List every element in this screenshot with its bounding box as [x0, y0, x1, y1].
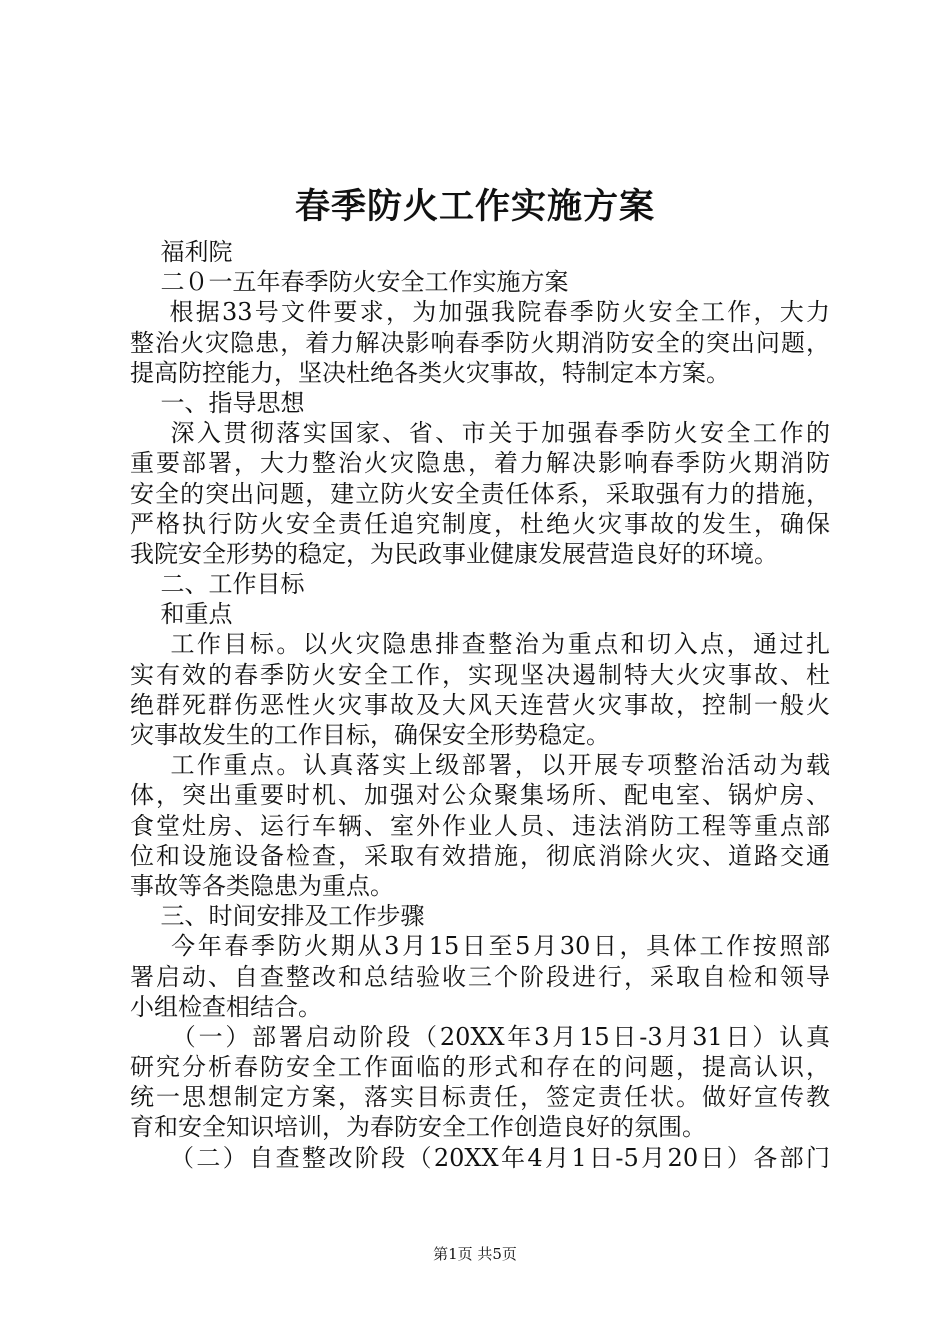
body-line: 严格执行防火安全责任追究制度，杜绝火灾事故的发生，确保 — [130, 509, 830, 538]
body-line: 统一思想制定方案，落实目标责任，签定责任状。做好宣传教 — [130, 1083, 830, 1112]
body-line: 工作目标。以火灾隐患排查整治为重点和切入点，通过扎 — [130, 630, 830, 659]
body-line: 整治火灾隐患，着力解决影响春季防火期消防安全的突出问题， — [130, 328, 830, 357]
body-line: 实有效的春季防火安全工作，实现坚决遏制特大火灾事故、杜 — [130, 660, 830, 689]
body-line: 和重点 — [130, 600, 233, 629]
body-line: 位和设施设备检查，采取有效措施，彻底消除火灾、道路交通 — [130, 841, 830, 870]
body-line: 我院安全形势的稳定，为民政事业健康发展营造良好的环境。 — [130, 539, 778, 568]
body-line: 绝群死群伤恶性火灾事故及大风天连营火灾事故，控制一般火 — [130, 690, 830, 719]
body-line: 事故等各类隐患为重点。 — [130, 871, 394, 900]
body-line: 二、工作目标 — [130, 570, 305, 599]
body-line: 三、时间安排及工作步骤 — [130, 902, 425, 931]
page-footer: 第1页 共5页 — [433, 1245, 517, 1263]
body-line: 灾事故发生的工作目标，确保安全形势稳定。 — [130, 721, 610, 749]
body-line: 深入贯彻落实国家、省、市关于加强春季防火安全工作的 — [130, 419, 830, 448]
body-line: （二）自查整改阶段（20XX年4月1日-5月20日）各部门 — [130, 1143, 830, 1172]
document-title: 春季防火工作实施方案 — [294, 186, 655, 227]
body-line: （一）部署启动阶段（20XX年3月15日-3月31日）认真 — [130, 1022, 830, 1051]
body-line: 一、指导思想 — [130, 388, 305, 417]
body-line: 小组检查相结合。 — [130, 992, 322, 1021]
body-line: 二０一五年春季防火安全工作实施方案 — [130, 268, 569, 297]
body-line: 研究分析春防安全工作面临的形式和存在的问题，提高认识， — [130, 1053, 830, 1082]
body-line: 体，突出重要时机、加强对公众聚集场所、配电室、锅炉房、 — [130, 781, 830, 810]
body-line: 安全的突出问题，建立防火安全责任体系，采取强有力的措施， — [130, 479, 830, 508]
body-line: 提高防控能力，坚决杜绝各类火灾事故，特制定本方案。 — [130, 358, 730, 387]
body-line: 根据33号文件要求，为加强我院春季防火安全工作，大力 — [130, 298, 830, 327]
body-line: 今年春季防火期从3月15日至5月30日，具体工作按照部 — [130, 932, 830, 961]
body-line: 重要部署，大力整治火灾隐患，着力解决影响春季防火期消防 — [130, 449, 830, 478]
body-line: 署启动、自查整改和总结验收三个阶段进行，采取自检和领导 — [130, 962, 830, 991]
document-body — [130, 237, 830, 1173]
body-line: 食堂灶房、运行车辆、室外作业人员、违法消防工程等重点部 — [130, 811, 830, 840]
body-line: 福利院 — [130, 238, 233, 266]
body-line: 工作重点。认真落实上级部署，以开展专项整治活动为载 — [130, 751, 830, 780]
body-line: 育和安全知识培训，为春防安全工作创造良好的氛围。 — [130, 1113, 706, 1142]
